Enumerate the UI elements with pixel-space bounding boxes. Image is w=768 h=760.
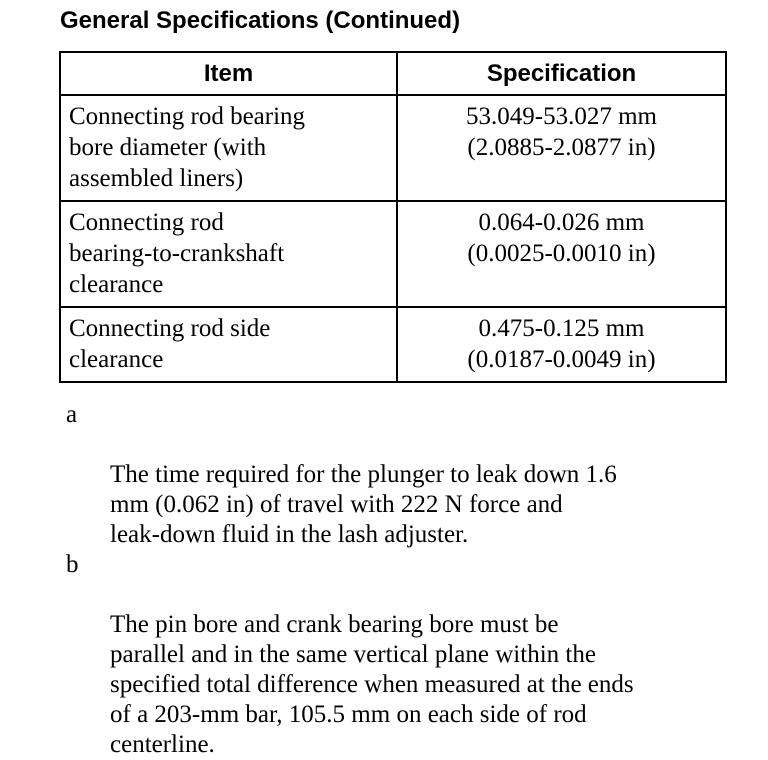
- specification-cell: 0.475-0.125 mm (0.0187-0.0049 in): [397, 307, 726, 382]
- specification-cell: 53.049-53.027 mm (2.0885-2.0877 in): [397, 95, 726, 201]
- page-title: General Specifications (Continued): [60, 7, 461, 34]
- column-header-specification: Specification: [397, 52, 726, 95]
- footnote-a: [66, 400, 756, 550]
- item-cell: Connecting rod bearing bore diameter (with assembled liners): [60, 95, 397, 201]
- table-row: [60, 201, 726, 307]
- table-row: [60, 307, 726, 382]
- table-row: [60, 95, 726, 201]
- item-cell: Connecting rod bearing-to-crankshaft clearance: [60, 201, 397, 307]
- specifications-table: [59, 51, 727, 383]
- table-header-row: [60, 52, 726, 95]
- specification-cell: 0.064-0.026 mm (0.0025-0.0010 in): [397, 201, 726, 307]
- footnote-marker: b: [66, 551, 79, 578]
- footnote-marker: a: [66, 401, 78, 428]
- footnote-text: The time required for the plunger to leak down 1.6 mm (0.062 in) of travel with 222 N force and leak-down fluid in the lash adjuster.: [110, 461, 617, 548]
- footnote-text: The pin bore and crank bearing bore must be parallel and in the same vertical plane within the specified total difference when measured at the ends of a 203-mm bar, 105.5 mm on each side of rod centerline.: [110, 611, 634, 758]
- item-cell: Connecting rod side clearance: [60, 307, 397, 382]
- column-header-item: Item: [60, 52, 397, 95]
- footnote-b: [66, 550, 756, 760]
- footnotes: [66, 400, 756, 760]
